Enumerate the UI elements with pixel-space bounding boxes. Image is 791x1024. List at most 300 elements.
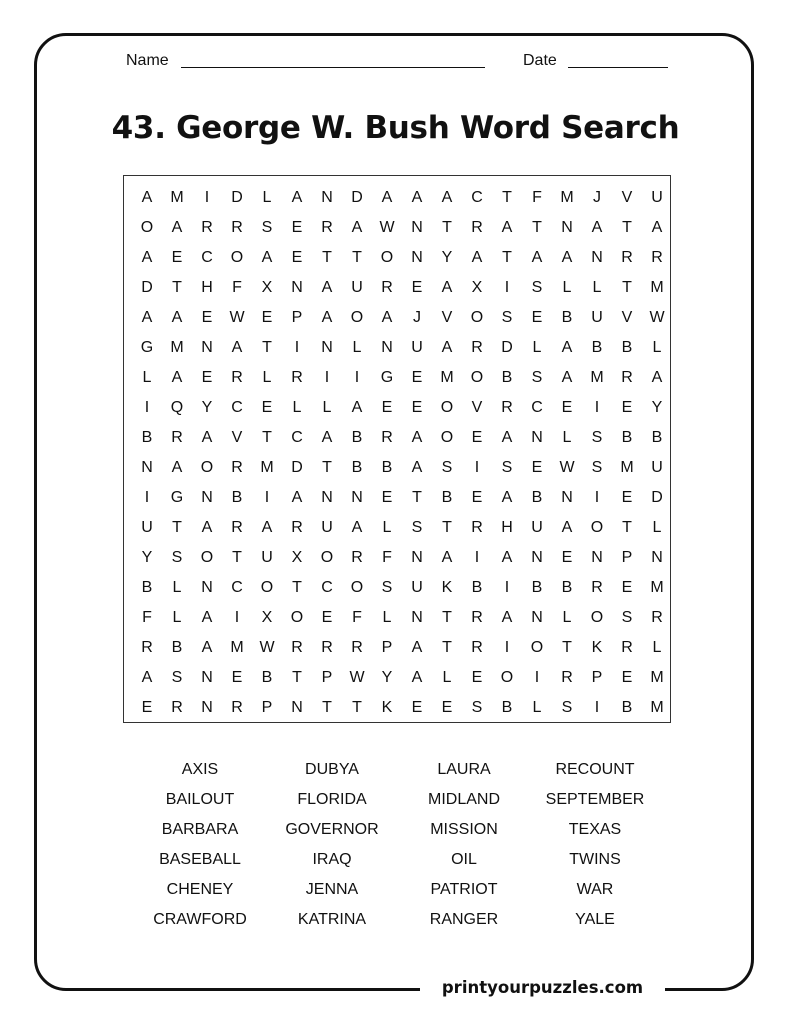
grid-cell[interactable]: E <box>381 399 393 416</box>
grid-cell[interactable]: A <box>201 609 213 626</box>
grid-cell[interactable]: N <box>411 609 423 626</box>
date-line[interactable] <box>568 67 668 68</box>
grid-cell[interactable]: I <box>264 489 270 506</box>
grid-cell[interactable]: A <box>351 399 363 416</box>
grid-cell[interactable]: F <box>382 549 392 566</box>
grid-cell[interactable]: L <box>262 369 272 386</box>
grid-cell[interactable]: A <box>351 519 363 536</box>
grid-cell[interactable]: D <box>501 339 513 356</box>
grid-cell[interactable]: B <box>501 699 513 716</box>
grid-cell[interactable]: S <box>171 669 183 686</box>
grid-cell[interactable]: E <box>411 399 423 416</box>
grid-cell[interactable]: L <box>292 399 302 416</box>
grid-cell[interactable]: D <box>231 189 243 206</box>
grid-cell[interactable]: N <box>561 219 573 236</box>
grid-cell[interactable]: S <box>531 279 543 296</box>
grid-cell[interactable]: T <box>412 489 422 506</box>
grid-cell[interactable]: O <box>290 609 304 626</box>
grid-cell[interactable]: I <box>504 579 510 596</box>
grid-cell[interactable]: R <box>141 639 153 656</box>
grid-cell[interactable]: C <box>471 189 483 206</box>
grid-cell[interactable]: J <box>413 309 421 326</box>
grid-cell[interactable]: O <box>590 609 604 626</box>
grid-cell[interactable]: P <box>291 309 303 326</box>
grid-cell[interactable]: Y <box>141 549 153 566</box>
grid-cell[interactable]: W <box>259 639 275 656</box>
grid-cell[interactable]: O <box>320 549 334 566</box>
grid-cell[interactable]: E <box>471 429 483 446</box>
grid-cell[interactable]: T <box>262 339 272 356</box>
grid-cell[interactable]: A <box>411 429 423 446</box>
grid-cell[interactable]: I <box>594 399 600 416</box>
grid-cell[interactable]: U <box>321 519 333 536</box>
grid-cell[interactable]: A <box>501 219 513 236</box>
grid-cell[interactable]: N <box>411 219 423 236</box>
grid-cell[interactable]: E <box>441 699 453 716</box>
grid-cell[interactable]: A <box>321 429 333 446</box>
grid-cell[interactable]: O <box>440 429 454 446</box>
grid-cell[interactable]: D <box>291 459 303 476</box>
grid-cell[interactable]: I <box>504 279 510 296</box>
grid-cell[interactable]: I <box>234 609 240 626</box>
grid-cell[interactable]: L <box>532 699 542 716</box>
grid-cell[interactable]: N <box>291 279 303 296</box>
grid-cell[interactable]: S <box>171 549 183 566</box>
grid-cell[interactable]: B <box>621 429 633 446</box>
grid-cell[interactable]: N <box>201 489 213 506</box>
grid-cell[interactable]: R <box>291 519 303 536</box>
grid-cell[interactable]: R <box>561 669 573 686</box>
grid-cell[interactable]: E <box>411 279 423 296</box>
grid-cell[interactable]: F <box>142 609 152 626</box>
grid-cell[interactable]: P <box>261 699 273 716</box>
grid-cell[interactable]: A <box>171 219 183 236</box>
grid-cell[interactable]: B <box>651 429 663 446</box>
grid-cell[interactable]: S <box>591 459 603 476</box>
grid-cell[interactable]: B <box>561 309 573 326</box>
grid-cell[interactable]: E <box>171 249 183 266</box>
grid-cell[interactable]: T <box>172 279 182 296</box>
grid-cell[interactable]: A <box>201 519 213 536</box>
grid-cell[interactable]: E <box>621 399 633 416</box>
grid-cell[interactable]: E <box>261 309 273 326</box>
grid-cell[interactable]: A <box>561 339 573 356</box>
grid-cell[interactable]: P <box>591 669 603 686</box>
grid-cell[interactable]: E <box>621 669 633 686</box>
grid-cell[interactable]: P <box>321 669 333 686</box>
grid-cell[interactable]: L <box>562 279 572 296</box>
grid-cell[interactable]: A <box>561 369 573 386</box>
grid-cell[interactable]: F <box>232 279 242 296</box>
grid-cell[interactable]: A <box>531 249 543 266</box>
grid-cell[interactable]: E <box>141 699 153 716</box>
grid-cell[interactable]: B <box>261 669 273 686</box>
grid-cell[interactable]: O <box>260 579 274 596</box>
grid-cell[interactable]: B <box>531 579 543 596</box>
grid-cell[interactable]: D <box>651 489 663 506</box>
grid-cell[interactable]: I <box>294 339 300 356</box>
grid-cell[interactable]: T <box>622 219 632 236</box>
grid-cell[interactable]: E <box>231 669 243 686</box>
grid-cell[interactable]: V <box>621 189 633 206</box>
grid-cell[interactable]: T <box>292 579 302 596</box>
grid-cell[interactable]: A <box>141 189 153 206</box>
grid-cell[interactable]: S <box>501 459 513 476</box>
grid-cell[interactable]: B <box>141 579 153 596</box>
grid-cell[interactable]: R <box>621 639 633 656</box>
grid-cell[interactable]: T <box>322 699 332 716</box>
grid-cell[interactable]: I <box>474 549 480 566</box>
grid-cell[interactable]: A <box>561 249 573 266</box>
grid-cell[interactable]: A <box>501 429 513 446</box>
grid-cell[interactable]: R <box>231 459 243 476</box>
grid-cell[interactable]: C <box>231 399 243 416</box>
grid-cell[interactable]: T <box>352 249 362 266</box>
grid-cell[interactable]: A <box>381 189 393 206</box>
grid-cell[interactable]: A <box>471 249 483 266</box>
grid-cell[interactable]: W <box>229 309 245 326</box>
grid-cell[interactable]: A <box>171 369 183 386</box>
grid-cell[interactable]: T <box>172 519 182 536</box>
grid-cell[interactable]: S <box>621 609 633 626</box>
grid-cell[interactable]: B <box>501 369 513 386</box>
grid-cell[interactable]: S <box>381 579 393 596</box>
grid-cell[interactable]: I <box>594 699 600 716</box>
grid-cell[interactable]: G <box>380 369 394 386</box>
grid-cell[interactable]: W <box>349 669 365 686</box>
grid-cell[interactable]: T <box>502 249 512 266</box>
grid-cell[interactable]: F <box>532 189 542 206</box>
grid-cell[interactable]: O <box>230 249 244 266</box>
grid-cell[interactable]: A <box>411 189 423 206</box>
grid-cell[interactable]: G <box>140 339 154 356</box>
grid-cell[interactable]: L <box>652 339 662 356</box>
grid-cell[interactable]: L <box>652 639 662 656</box>
grid-cell[interactable]: Y <box>651 399 663 416</box>
grid-cell[interactable]: A <box>501 609 513 626</box>
grid-cell[interactable]: L <box>262 189 272 206</box>
grid-cell[interactable]: B <box>621 699 633 716</box>
grid-cell[interactable]: E <box>291 249 303 266</box>
grid-cell[interactable]: E <box>201 309 213 326</box>
grid-cell[interactable]: S <box>531 369 543 386</box>
grid-cell[interactable]: T <box>292 669 302 686</box>
grid-cell[interactable]: R <box>171 699 183 716</box>
grid-cell[interactable]: Y <box>201 399 213 416</box>
grid-cell[interactable]: R <box>291 369 303 386</box>
grid-cell[interactable]: W <box>559 459 575 476</box>
grid-cell[interactable]: X <box>261 609 273 626</box>
grid-cell[interactable]: S <box>561 699 573 716</box>
grid-cell[interactable]: N <box>291 699 303 716</box>
grid-cell[interactable]: B <box>231 489 243 506</box>
grid-cell[interactable]: B <box>441 489 453 506</box>
grid-cell[interactable]: V <box>471 399 483 416</box>
grid-cell[interactable]: O <box>470 309 484 326</box>
grid-cell[interactable]: M <box>650 579 664 596</box>
grid-cell[interactable]: T <box>262 429 272 446</box>
grid-cell[interactable]: U <box>411 339 423 356</box>
grid-cell[interactable]: V <box>441 309 453 326</box>
grid-cell[interactable]: B <box>171 639 183 656</box>
grid-cell[interactable]: L <box>142 369 152 386</box>
grid-cell[interactable]: T <box>502 189 512 206</box>
grid-cell[interactable]: R <box>621 249 633 266</box>
grid-cell[interactable]: B <box>531 489 543 506</box>
grid-cell[interactable]: R <box>471 219 483 236</box>
grid-cell[interactable]: F <box>352 609 362 626</box>
grid-cell[interactable]: R <box>591 579 603 596</box>
grid-cell[interactable]: E <box>471 669 483 686</box>
grid-cell[interactable]: R <box>351 549 363 566</box>
grid-cell[interactable]: U <box>651 189 663 206</box>
grid-cell[interactable]: E <box>261 399 273 416</box>
grid-cell[interactable]: E <box>381 489 393 506</box>
grid-cell[interactable]: E <box>321 609 333 626</box>
grid-cell[interactable]: M <box>560 189 574 206</box>
grid-cell[interactable]: X <box>291 549 303 566</box>
grid-cell[interactable]: N <box>561 489 573 506</box>
grid-cell[interactable]: A <box>141 309 153 326</box>
grid-cell[interactable]: T <box>622 279 632 296</box>
grid-cell[interactable]: T <box>442 639 452 656</box>
grid-cell[interactable]: E <box>561 399 573 416</box>
grid-cell[interactable]: L <box>592 279 602 296</box>
grid-cell[interactable]: A <box>651 219 663 236</box>
grid-cell[interactable]: R <box>231 369 243 386</box>
grid-cell[interactable]: E <box>561 549 573 566</box>
grid-cell[interactable]: L <box>352 339 362 356</box>
grid-cell[interactable]: B <box>351 459 363 476</box>
grid-cell[interactable]: A <box>561 519 573 536</box>
grid-cell[interactable]: K <box>441 579 453 596</box>
grid-cell[interactable]: Y <box>441 249 453 266</box>
grid-cell[interactable]: I <box>324 369 330 386</box>
grid-cell[interactable]: B <box>591 339 603 356</box>
grid-cell[interactable]: P <box>381 639 393 656</box>
grid-cell[interactable]: A <box>291 189 303 206</box>
grid-cell[interactable]: R <box>291 639 303 656</box>
grid-cell[interactable]: A <box>591 219 603 236</box>
grid-cell[interactable]: S <box>591 429 603 446</box>
grid-cell[interactable]: N <box>381 339 393 356</box>
grid-cell[interactable]: E <box>411 369 423 386</box>
grid-cell[interactable]: M <box>650 279 664 296</box>
grid-cell[interactable]: U <box>261 549 273 566</box>
grid-cell[interactable]: A <box>351 219 363 236</box>
grid-cell[interactable]: I <box>504 639 510 656</box>
grid-cell[interactable]: T <box>442 519 452 536</box>
grid-cell[interactable]: E <box>471 489 483 506</box>
grid-cell[interactable]: A <box>261 249 273 266</box>
grid-cell[interactable]: R <box>471 339 483 356</box>
grid-cell[interactable]: I <box>534 669 540 686</box>
grid-cell[interactable]: N <box>591 249 603 266</box>
grid-cell[interactable]: L <box>382 519 392 536</box>
grid-cell[interactable]: M <box>650 699 664 716</box>
grid-cell[interactable]: U <box>651 459 663 476</box>
grid-cell[interactable]: A <box>411 459 423 476</box>
grid-cell[interactable]: T <box>352 699 362 716</box>
grid-cell[interactable]: T <box>562 639 572 656</box>
grid-cell[interactable]: O <box>350 309 364 326</box>
grid-cell[interactable]: N <box>141 459 153 476</box>
grid-cell[interactable]: S <box>261 219 273 236</box>
grid-cell[interactable]: A <box>411 639 423 656</box>
grid-cell[interactable]: A <box>171 459 183 476</box>
grid-cell[interactable]: A <box>171 309 183 326</box>
grid-cell[interactable]: E <box>411 699 423 716</box>
grid-cell[interactable]: I <box>204 189 210 206</box>
grid-cell[interactable]: G <box>170 489 184 506</box>
grid-cell[interactable]: S <box>441 459 453 476</box>
grid-cell[interactable]: I <box>474 459 480 476</box>
grid-cell[interactable]: N <box>321 489 333 506</box>
grid-cell[interactable]: A <box>321 279 333 296</box>
grid-cell[interactable]: S <box>471 699 483 716</box>
grid-cell[interactable]: A <box>441 549 453 566</box>
grid-cell[interactable]: O <box>380 249 394 266</box>
grid-cell[interactable]: A <box>441 279 453 296</box>
grid-cell[interactable]: B <box>561 579 573 596</box>
grid-cell[interactable]: N <box>321 339 333 356</box>
grid-cell[interactable]: O <box>440 399 454 416</box>
grid-cell[interactable]: L <box>562 429 572 446</box>
grid-cell[interactable]: A <box>651 369 663 386</box>
grid-cell[interactable]: L <box>322 399 332 416</box>
grid-cell[interactable]: M <box>170 189 184 206</box>
grid-cell[interactable]: T <box>622 519 632 536</box>
grid-cell[interactable]: C <box>291 429 303 446</box>
grid-cell[interactable]: D <box>351 189 363 206</box>
grid-cell[interactable]: R <box>231 219 243 236</box>
grid-cell[interactable]: L <box>562 609 572 626</box>
grid-cell[interactable]: W <box>649 309 665 326</box>
grid-cell[interactable]: T <box>322 249 332 266</box>
grid-cell[interactable]: I <box>354 369 360 386</box>
grid-cell[interactable]: R <box>621 369 633 386</box>
grid-cell[interactable]: O <box>590 519 604 536</box>
grid-cell[interactable]: R <box>471 609 483 626</box>
grid-cell[interactable]: E <box>621 579 633 596</box>
grid-cell[interactable]: A <box>141 669 153 686</box>
grid-cell[interactable]: R <box>171 429 183 446</box>
grid-cell[interactable]: A <box>141 249 153 266</box>
grid-cell[interactable]: K <box>591 639 603 656</box>
grid-cell[interactable]: B <box>381 459 393 476</box>
grid-cell[interactable]: T <box>442 219 452 236</box>
grid-cell[interactable]: L <box>652 519 662 536</box>
grid-cell[interactable]: I <box>144 399 150 416</box>
grid-cell[interactable]: E <box>531 309 543 326</box>
grid-cell[interactable]: A <box>411 669 423 686</box>
grid-cell[interactable]: R <box>351 639 363 656</box>
grid-cell[interactable]: R <box>471 519 483 536</box>
grid-cell[interactable]: M <box>620 459 634 476</box>
grid-cell[interactable]: B <box>351 429 363 446</box>
grid-cell[interactable]: A <box>201 639 213 656</box>
grid-cell[interactable]: N <box>531 609 543 626</box>
grid-cell[interactable]: O <box>200 549 214 566</box>
grid-cell[interactable]: A <box>441 339 453 356</box>
grid-cell[interactable]: R <box>321 219 333 236</box>
grid-cell[interactable]: E <box>621 489 633 506</box>
grid-cell[interactable]: U <box>591 309 603 326</box>
grid-cell[interactable]: D <box>141 279 153 296</box>
grid-cell[interactable]: A <box>201 429 213 446</box>
grid-cell[interactable]: A <box>261 519 273 536</box>
grid-cell[interactable]: N <box>201 339 213 356</box>
grid-cell[interactable]: V <box>231 429 243 446</box>
grid-cell[interactable]: O <box>500 669 514 686</box>
grid-cell[interactable]: J <box>593 189 601 206</box>
grid-cell[interactable]: A <box>501 549 513 566</box>
grid-cell[interactable]: L <box>172 609 182 626</box>
grid-cell[interactable]: B <box>471 579 483 596</box>
grid-cell[interactable]: N <box>531 429 543 446</box>
grid-cell[interactable]: H <box>501 519 513 536</box>
grid-cell[interactable]: B <box>621 339 633 356</box>
grid-cell[interactable]: M <box>590 369 604 386</box>
grid-cell[interactable]: E <box>201 369 213 386</box>
grid-cell[interactable]: N <box>351 489 363 506</box>
grid-cell[interactable]: R <box>381 429 393 446</box>
grid-cell[interactable]: T <box>232 549 242 566</box>
grid-cell[interactable]: T <box>322 459 332 476</box>
grid-cell[interactable]: M <box>170 339 184 356</box>
grid-cell[interactable]: Q <box>170 399 184 416</box>
grid-cell[interactable]: N <box>651 549 663 566</box>
grid-cell[interactable]: L <box>442 669 452 686</box>
grid-cell[interactable]: R <box>651 249 663 266</box>
grid-cell[interactable]: E <box>531 459 543 476</box>
grid-cell[interactable]: L <box>172 579 182 596</box>
grid-cell[interactable]: O <box>200 459 214 476</box>
grid-cell[interactable]: N <box>201 579 213 596</box>
grid-cell[interactable]: I <box>594 489 600 506</box>
grid-cell[interactable]: I <box>144 489 150 506</box>
grid-cell[interactable]: N <box>201 669 213 686</box>
grid-cell[interactable]: B <box>141 429 153 446</box>
grid-cell[interactable]: N <box>321 189 333 206</box>
grid-cell[interactable]: C <box>531 399 543 416</box>
grid-cell[interactable]: U <box>531 519 543 536</box>
grid-cell[interactable]: M <box>650 669 664 686</box>
grid-cell[interactable]: R <box>501 399 513 416</box>
grid-cell[interactable]: R <box>651 609 663 626</box>
grid-cell[interactable]: H <box>201 279 213 296</box>
grid-cell[interactable]: O <box>530 639 544 656</box>
grid-cell[interactable]: C <box>321 579 333 596</box>
grid-cell[interactable]: M <box>230 639 244 656</box>
grid-cell[interactable]: C <box>201 249 213 266</box>
name-line[interactable] <box>181 67 485 68</box>
grid-cell[interactable]: R <box>321 639 333 656</box>
grid-cell[interactable]: A <box>321 309 333 326</box>
grid-cell[interactable]: L <box>382 609 392 626</box>
grid-cell[interactable]: U <box>141 519 153 536</box>
grid-cell[interactable]: X <box>261 279 273 296</box>
grid-cell[interactable]: K <box>381 699 393 716</box>
grid-cell[interactable]: A <box>381 309 393 326</box>
grid-cell[interactable]: C <box>231 579 243 596</box>
grid-cell[interactable]: O <box>350 579 364 596</box>
grid-cell[interactable]: P <box>621 549 633 566</box>
grid-cell[interactable]: A <box>441 189 453 206</box>
grid-cell[interactable]: N <box>531 549 543 566</box>
grid-cell[interactable]: N <box>591 549 603 566</box>
grid-cell[interactable]: U <box>351 279 363 296</box>
